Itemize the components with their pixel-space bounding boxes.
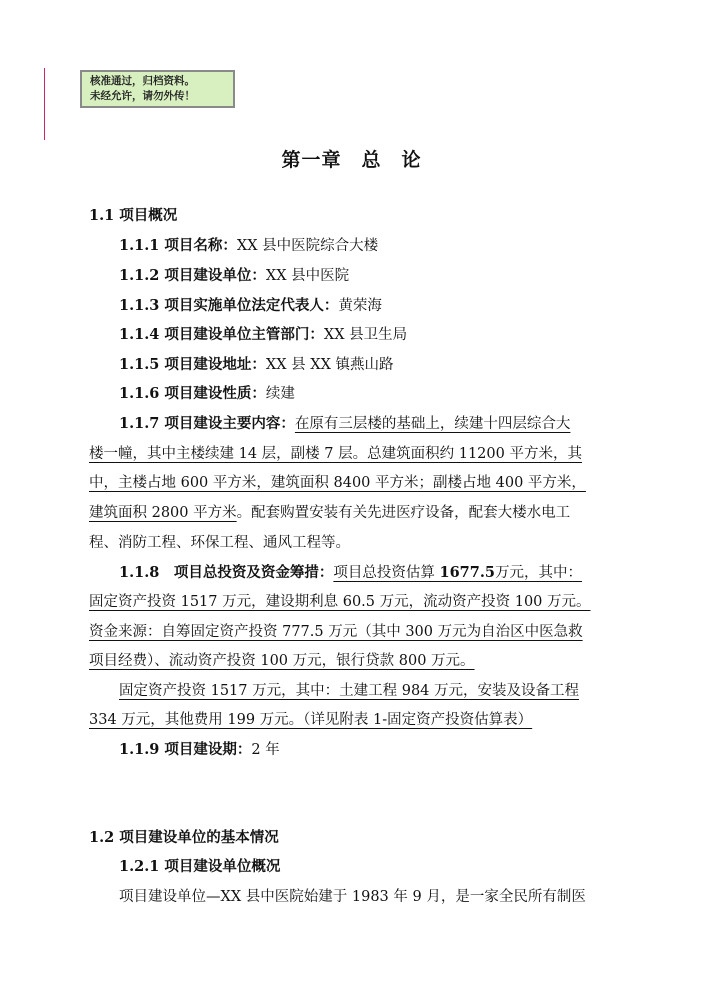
paragraph-line: 楼一幢，其中主楼续建 14 层，副楼 7 层。总建筑面积约 11200 平方米，其 <box>89 446 582 462</box>
item-1-1-1 <box>119 237 378 255</box>
margin-line <box>44 68 45 140</box>
item-value: XX 县 XX 镇燕山路 <box>265 357 394 373</box>
paragraph-line: 固定资产投资 1517 万元，其中：土建工程 984 万元，安装及设备工程 <box>119 683 580 699</box>
item-label: 1.1.2 项目建设单位： <box>119 267 266 284</box>
total-investment-value: 1677.5 <box>439 564 495 581</box>
item-1-1-5 <box>119 356 394 374</box>
item-label: 1.1.9 项目建设期： <box>119 741 252 758</box>
item-1-1-3 <box>119 297 382 315</box>
item-1-1-2 <box>119 267 349 285</box>
item-label: 1.1.7 项目建设主要内容： <box>119 415 295 432</box>
item-label: 1.1.5 项目建设地址： <box>119 356 266 373</box>
item-label: 1.1.8 项目总投资及资金筹措： <box>119 564 334 581</box>
item-label: 1.1.6 项目建设性质： <box>119 385 266 402</box>
paragraph-line: 程、消防工程、环保工程、通风工程等。 <box>89 535 350 551</box>
paragraph-line: 资金来源：自筹固定资产投资 777.5 万元（其中 300 万元为自治区中医急救 <box>89 624 583 640</box>
plain-text: 万元，其中： <box>494 565 582 581</box>
item-value: 黄荣海 <box>338 298 382 314</box>
paragraph-line: 项目经费）、流动资产投资 100 万元，银行贷款 800 万元。 <box>89 653 475 669</box>
approval-stamp <box>80 70 235 108</box>
item-1-1-6 <box>119 385 295 403</box>
paragraph-line: 334 万元，其他费用 199 万元。（详见附表 1-固定资产投资估算表） <box>89 712 533 728</box>
paragraph-line: 项目建设单位—XX 县中医院始建于 1983 年 9 月，是一家全民所有制医 <box>119 889 586 905</box>
underlined-text: 建筑面积 2800 平方米 <box>89 505 237 521</box>
item-label: 1.1.4 项目建设单位主管部门： <box>119 326 324 343</box>
item-value: XX 县卫生局 <box>323 327 408 343</box>
chapter-title: 第一章 总 论 <box>281 149 422 171</box>
item-label: 1.1.1 项目名称： <box>119 237 237 254</box>
item-1-1-8 <box>119 564 582 582</box>
section-1-2-heading: 1.2 项目建设单位的基本情况 <box>89 829 279 846</box>
item-value: XX 县中医院 <box>265 268 350 284</box>
item-value: XX 县中医院综合大楼 <box>236 238 379 254</box>
item-value: 2 年 <box>251 742 280 758</box>
plain-text: 。配套购置安装有关先进医疗设备，配套大楼水电工 <box>236 505 571 521</box>
plain-text: 项目总投资估算 <box>333 565 440 581</box>
item-1-1-4 <box>119 326 407 344</box>
item-1-1-9 <box>119 741 280 759</box>
item-1-1-7 <box>119 415 570 433</box>
stamp-line-1: 核准通过，归档资料。 <box>90 75 195 87</box>
item-value: 续建 <box>265 386 295 402</box>
paragraph-line: 固定资产投资 1517 万元，建设期利息 60.5 万元，流动资产投资 100 万元。 <box>89 594 591 610</box>
item-label: 1.1.3 项目实施单位法定代表人： <box>119 297 339 314</box>
section-1-1-heading: 1.1 项目概况 <box>89 207 178 224</box>
paragraph-line <box>89 504 570 522</box>
underlined-text <box>333 565 582 581</box>
section-1-2-1-heading: 1.2.1 项目建设单位概况 <box>119 858 281 875</box>
paragraph-line: 中，主楼占地 600 平方米，建筑面积 8400 平方米；副楼占地 400 平方米， <box>89 475 586 491</box>
stamp-line-2: 未经允许，请勿外传！ <box>90 90 195 102</box>
paragraph-line: 在原有三层楼的基础上，续建十四层综合大 <box>294 416 571 432</box>
